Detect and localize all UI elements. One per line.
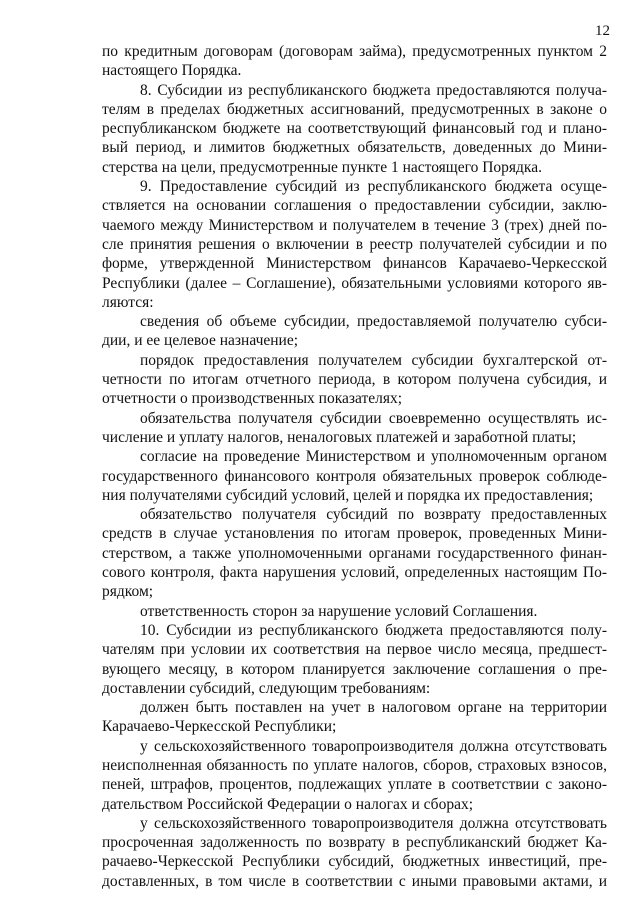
text-line: стерства на цели, предусмотренные пункте 1 настоящего Порядка. (102, 158, 542, 176)
text-line: ния получателями субсидий условий, целей и порядка их предоставления; (102, 486, 594, 504)
text-line: сведения об объеме субсидии, предоставляемой получателю субси- (140, 313, 607, 331)
text-line: чаемого между Министерством и получателем в течение 3 (трех) дней по- (102, 216, 607, 234)
text-line: по кредитным договорам (договорам займа), предусмотренных пунктом 2 (102, 43, 607, 60)
text-line: 8. Субсидии из республиканского бюджета предоставляются получа- (140, 81, 607, 99)
document-body (102, 42, 607, 891)
text-line: пеней, штрафов, процентов, подлежащих уплате в соответствии с законо- (102, 776, 607, 794)
text-line: обязательство получателя субсидий по возврату предоставленных (140, 506, 607, 524)
page-number: 12 (595, 23, 610, 39)
text-line: средств в случае установления по итогам проверок, проведенных Мини- (102, 525, 607, 543)
text-line: чателям при условии их соответствия на первое число месяца, предшест- (102, 641, 607, 659)
text-line: сового контроля, факта нарушения условий, определенных настоящим По- (102, 564, 607, 582)
text-line: порядок предоставления получателем субсидии бухгалтерской от- (140, 351, 607, 369)
text-line: телям в пределах бюджетных ассигнований, предусмотренных в законе о (102, 100, 607, 118)
text-line: Республики (далее – Соглашение), обязательными условиями которого яв- (102, 274, 607, 292)
text-line: 10. Субсидии из республиканского бюджета предоставляются полу- (140, 621, 607, 639)
text-line: настоящего Порядка. (102, 62, 242, 80)
text-line: доставлении субсидий, следующим требованиям: (102, 679, 431, 697)
text-line: ствляется на основании соглашения о предоставлении субсидии, заклю- (102, 197, 607, 215)
text-line: должен быть поставлен на учет в налоговом органе на территории (140, 699, 607, 717)
text-line: стерством, а также уполномоченными органами государственного финан- (102, 544, 607, 562)
text-line: просроченная задолженность по возврату в республиканский бюджет Ка- (102, 834, 607, 852)
text-line: форме, утвержденной Министерством финансов Карачаево-Черкесской (102, 255, 607, 273)
text-line: республиканском бюджете на соответствующий финансовый год и плано- (102, 120, 607, 138)
text-line: числение и уплату налогов, неналоговых платежей и заработной платы; (102, 428, 577, 446)
text-line: 9. Предоставление субсидий из республиканского бюджета осуще- (140, 178, 607, 196)
text-line: неисполненная обязанность по уплате налогов, сборов, страховых взносов, (102, 756, 607, 774)
text-line: вый период, и лимитов бюджетных обязательств, доведенных до Мини- (102, 139, 607, 157)
text-line: дательством Российской Федерации о налогах и сборах; (102, 795, 474, 813)
text-line: у сельскохозяйственного товаропроизводителя должна отсутствовать (140, 737, 607, 755)
text-line: четности по итогам отчетного периода, в котором получена субсидия, и (102, 371, 607, 389)
text-line: ответственность сторон за нарушение условий Соглашения. (140, 602, 538, 620)
text-line: обязательства получателя субсидии своевременно осуществлять ис- (140, 409, 607, 427)
text-line: государственного финансового контроля обязательных проверок соблюде- (102, 467, 607, 485)
text-line: вующего месяцу, в котором планируется заключение соглашения о пре- (102, 660, 607, 678)
text-line: ляются: (102, 293, 154, 311)
text-line: Карачаево-Черкесской Республики; (102, 718, 337, 736)
text-line: сле принятия решения о включении в реестр получателей субсидии и по (102, 235, 607, 253)
text-line: согласие на проведение Министерством и уполномоченным органом (140, 448, 607, 466)
text-line: дии, и ее целевое назначение; (102, 332, 299, 350)
text-line: отчетности о производственных показателях; (102, 390, 403, 408)
text-line: рядком; (102, 583, 154, 601)
text-line: доставленных, в том числе в соответствии с иными правовыми актами, и (102, 872, 607, 890)
text-line: рачаево-Черкесской Республики субсидий, бюджетных инвестиций, пре- (102, 853, 607, 871)
text-line: у сельскохозяйственного товаропроизводителя должна отсутствовать (140, 814, 607, 832)
